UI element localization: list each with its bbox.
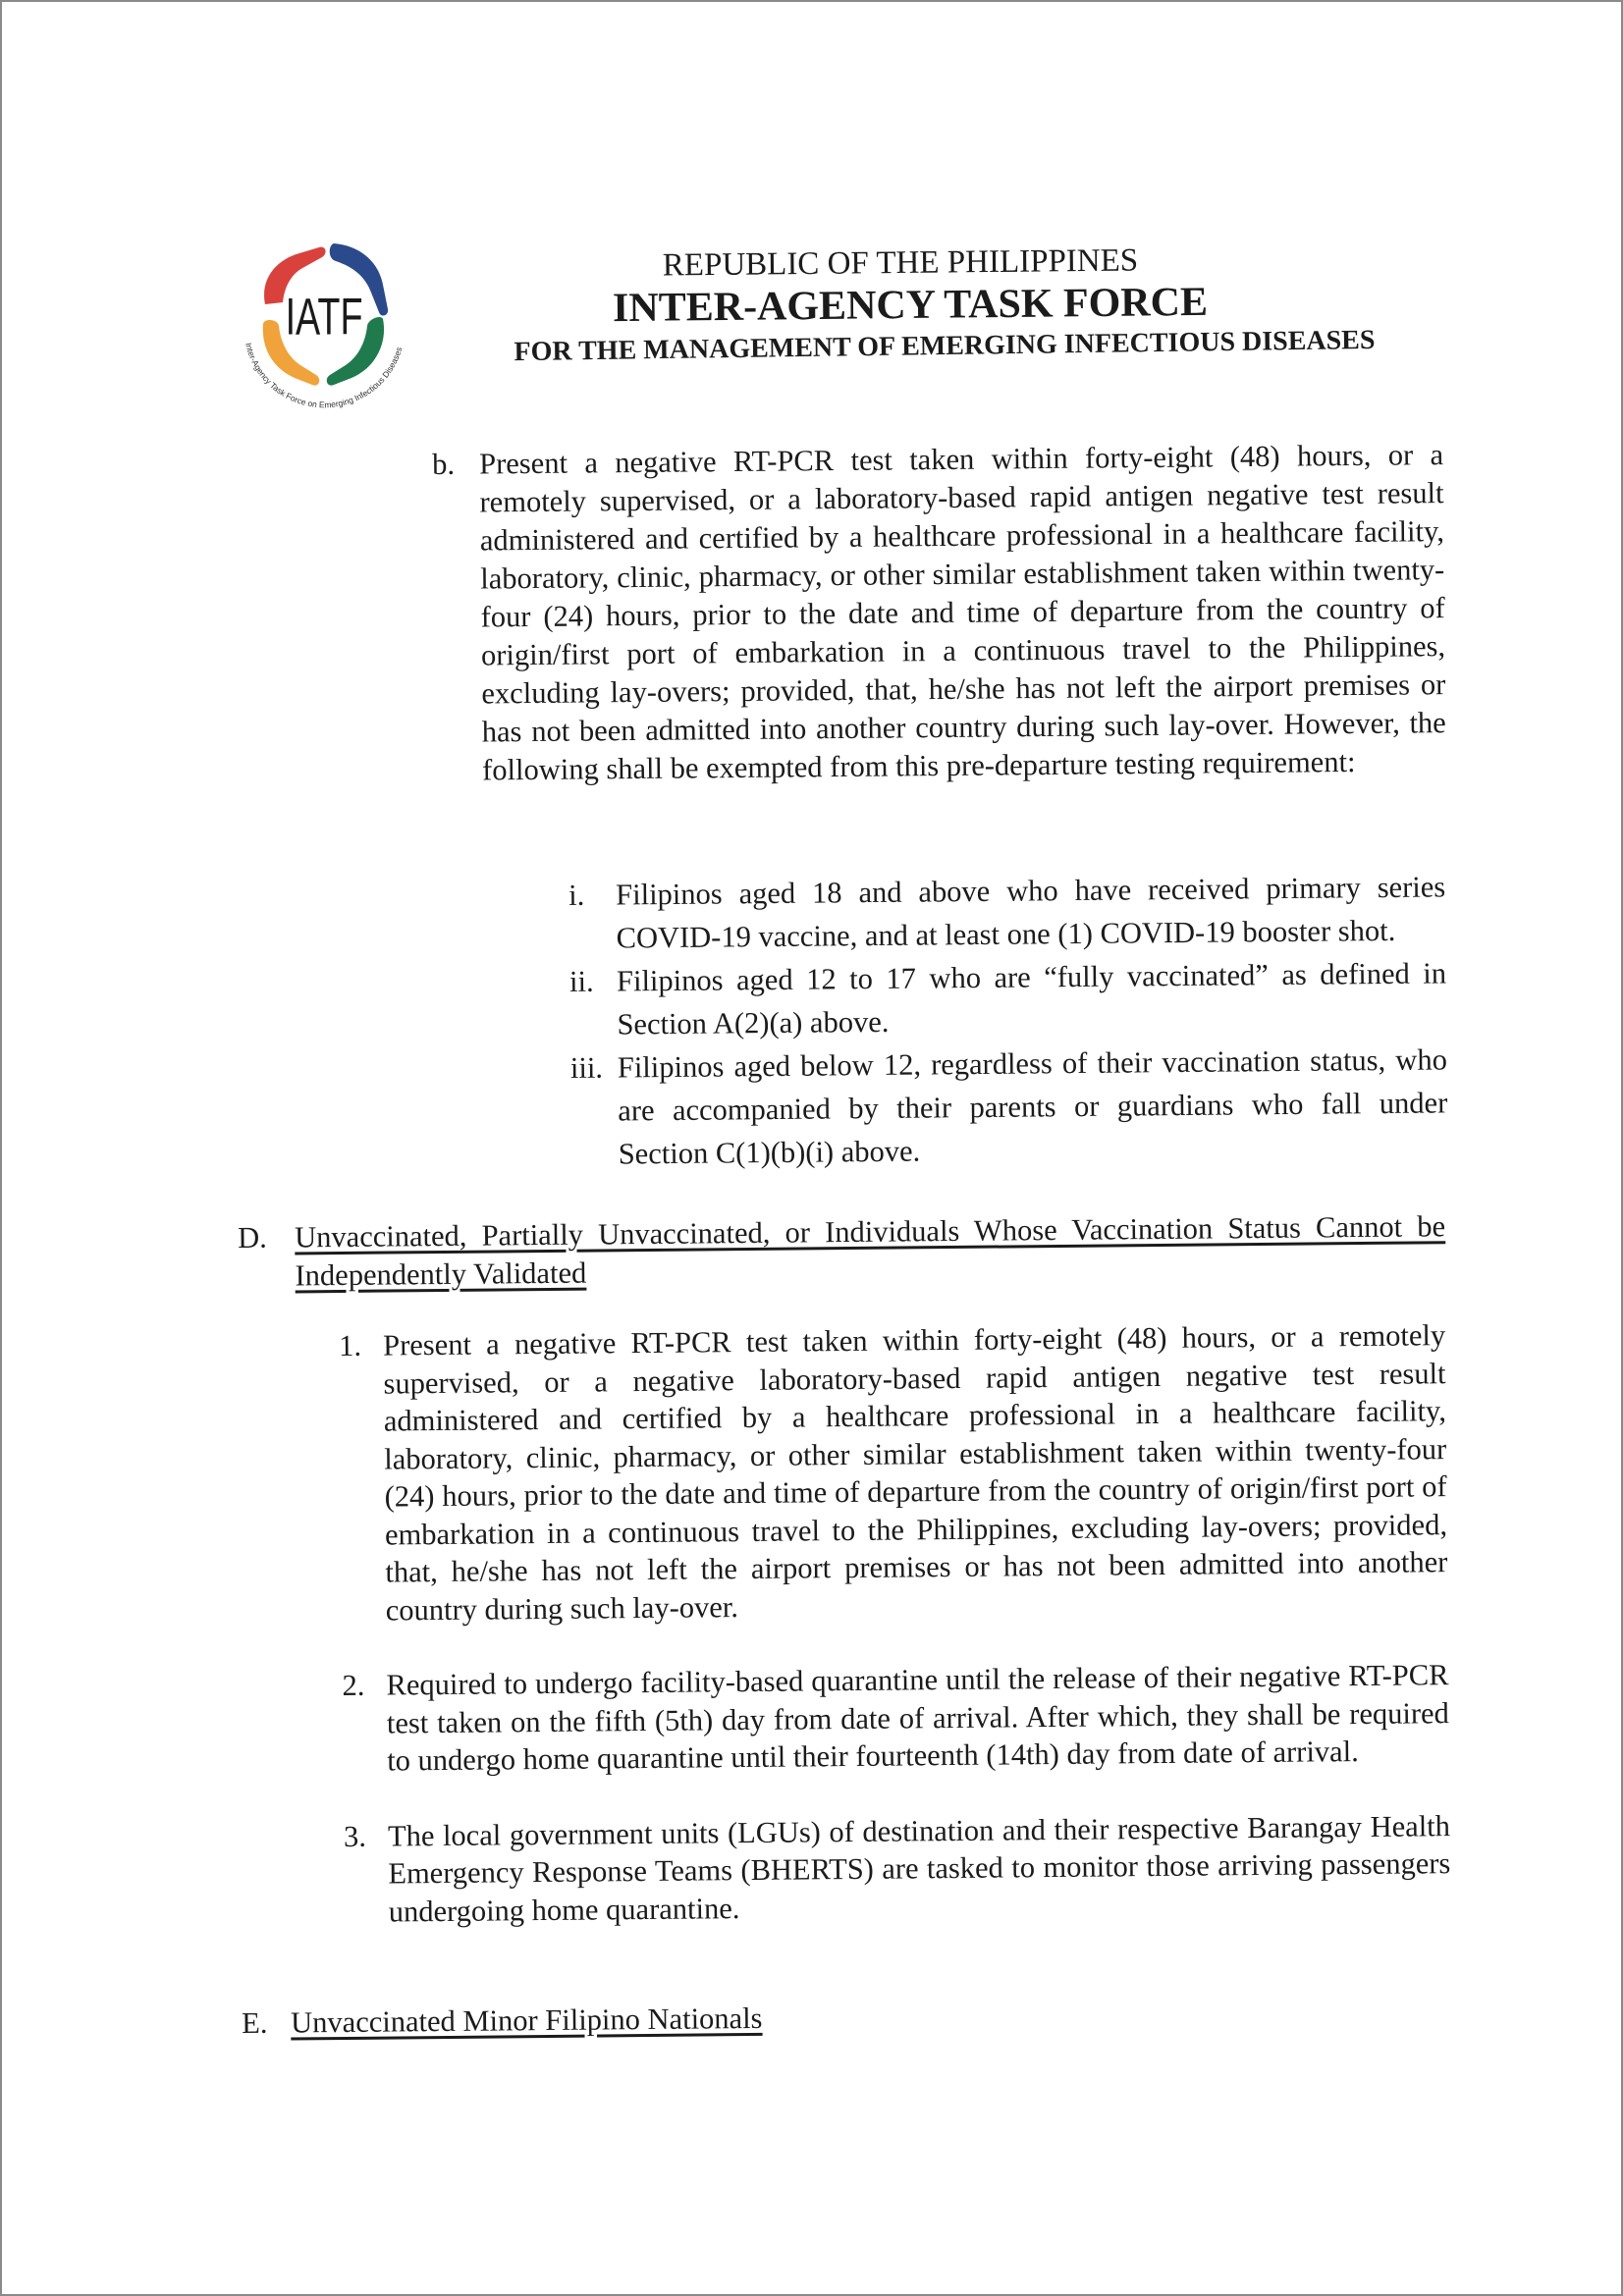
item-b-text: Present a negative RT-PCR test taken within forty-eight (48) hours, or a remotely supervised, or a laboratory-based rapid antigen negative test result administered and certified by a healthcare professional in a healthcare facility, laboratory, clinic, pharmacy, or other similar establishment taken within twenty-four (24) hours, prior to the date and time of departure from the country of origin/first port of embarkation in a continuous travel to the Philippines, excluding lay-overs; provided, that, he/she has not left the airport premises or has not been admitted into another country during such lay-over. However, the following shall be exempted from this pre-departure testing requirement: xyxy=(479,438,1446,787)
exemption-item xyxy=(568,865,1446,960)
letterhead-agency: INTER-AGENCY TASK FORCE xyxy=(612,279,1209,332)
item-marker: i. xyxy=(568,878,585,912)
numbered-item-text: Required to undergo facility-based quarantine until the release of their negative RT-PCR test taken on the fifth (5th) day from date of arrival. After which, they shall be required to undergo home quarantine until their fourteenth (14th) day from date of arrival. xyxy=(386,1658,1449,1778)
item-marker: b. xyxy=(432,447,456,481)
numbered-item xyxy=(342,1656,1449,1780)
exemption-text: Filipinos aged below 12, regardless of their vaccination status, who are accompanied by their parents or guardians who fall under Section C(1)(b)(i) above. xyxy=(617,1042,1448,1171)
exemption-text: Filipinos aged 12 to 17 who are “fully vaccinated” as defined in Section A(2)(a) above. xyxy=(616,956,1447,1041)
exemption-item xyxy=(570,1038,1448,1176)
section-e-title: Unvaccinated Minor Filipino Nationals xyxy=(291,2001,763,2040)
section-e-heading xyxy=(242,1998,929,2043)
section-d-items xyxy=(339,1316,1451,1968)
logo-iatf-text: IATF xyxy=(285,287,363,346)
numbered-item-text: The local government units (LGUs) of destination and their respective Barangay Health Emergency Response Teams (BHERTS) are tasked to monitor those arriving passengers undergoing home quarantine. xyxy=(387,1808,1451,1929)
exemption-list xyxy=(568,865,1448,1176)
numbered-item xyxy=(344,1807,1451,1931)
section-marker: E. xyxy=(242,2005,268,2040)
exemption-item xyxy=(569,951,1447,1046)
section-d-title: Unvaccinated, Partially Unvaccinated, or Individuals Whose Vaccination Status Cannot be Independently Validated xyxy=(295,1209,1446,1293)
section-d-heading xyxy=(238,1207,1446,1296)
section-marker: D. xyxy=(238,1220,268,1255)
exemption-text: Filipinos aged 18 and above who have received primary series COVID-19 vaccine, and at least one (1) COVID-19 booster shot. xyxy=(616,870,1446,955)
numbered-item-text: Present a negative RT-PCR test taken within forty-eight (48) hours, or a remotely supervised, or a negative laboratory-based rapid antigen negative test result administered and certified by a healthcare professional in a healthcare facility, laboratory, clinic, pharmacy, or other similar establishment taken within twenty-four (24) hours, prior to the date and time of departure from the country of origin/first port of embarkation in a continuous travel to the Philippines, excluding lay-overs; provided, that, he/she has not left the airport premises or has not been admitted into another country during such lay-over. xyxy=(383,1318,1448,1628)
letterhead-subtitle: FOR THE MANAGEMENT OF EMERGING INFECTIOUS DISEASES xyxy=(514,324,1376,368)
item-marker: ii. xyxy=(568,964,594,998)
letterhead-country: REPUBLIC OF THE PHILIPPINES xyxy=(662,242,1139,284)
item-b xyxy=(432,436,1446,790)
numbered-item xyxy=(339,1316,1448,1629)
item-marker: 3. xyxy=(343,1819,367,1853)
letterhead xyxy=(434,242,1445,368)
item-marker: 1. xyxy=(339,1328,362,1362)
logo-ring-text: Inter-Agency Task Force on Emerging Infectious Diseases xyxy=(243,342,405,410)
item-marker: 2. xyxy=(342,1668,365,1702)
item-marker: iii. xyxy=(569,1050,604,1085)
